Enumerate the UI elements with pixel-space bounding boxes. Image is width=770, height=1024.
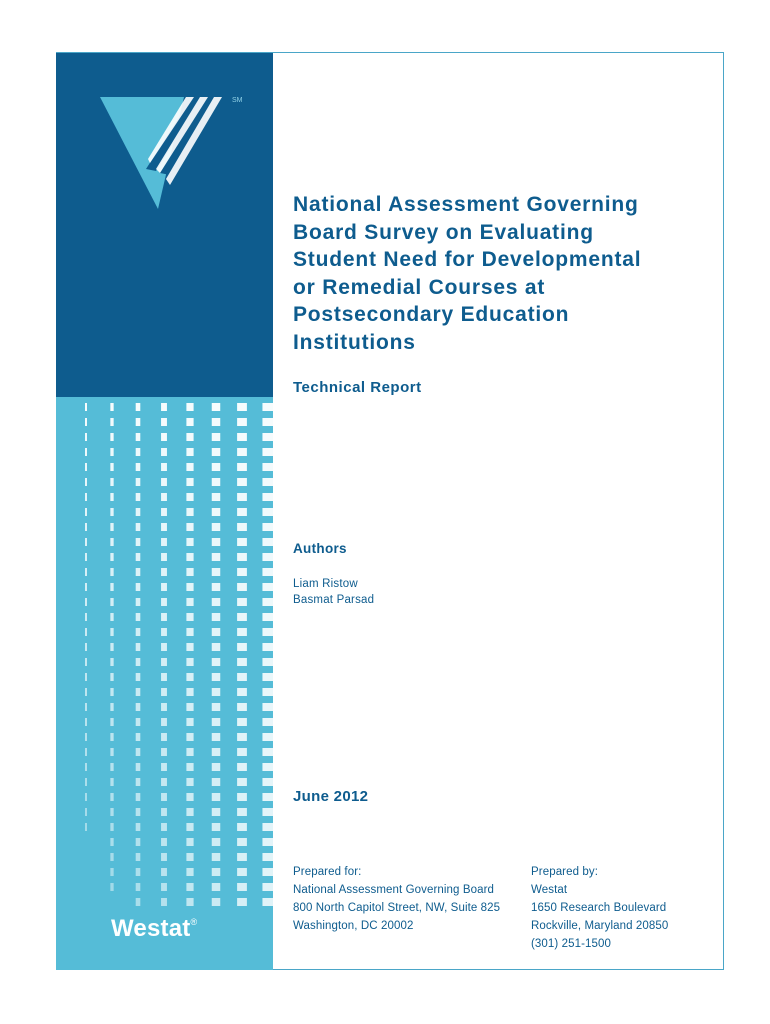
pattern-dot: [212, 793, 221, 801]
cover-side-panel-top: [56, 53, 273, 397]
pattern-dot: [237, 793, 247, 801]
pattern-dot: [237, 478, 247, 486]
pattern-dot: [85, 703, 87, 711]
pattern-dot: [110, 703, 113, 711]
pattern-dot: [85, 403, 87, 411]
pattern-dot: [212, 598, 221, 606]
pattern-dot: [161, 643, 167, 651]
pattern-dot: [186, 643, 193, 651]
pattern-dot: [186, 448, 193, 456]
pattern-dot: [85, 538, 87, 546]
pattern-dot: [136, 793, 141, 801]
pattern-dot: [212, 703, 221, 711]
pattern-dot: [85, 793, 87, 801]
pattern-dot: [237, 448, 247, 456]
pattern-dot: [262, 703, 273, 711]
pattern-dot: [186, 793, 193, 801]
pattern-dot: [110, 418, 113, 426]
pattern-dot: [237, 823, 247, 831]
pattern-dot: [110, 523, 113, 531]
pattern-dot: [110, 823, 113, 831]
pattern-dot: [212, 583, 221, 591]
report-title: [293, 191, 713, 356]
pattern-dot: [186, 898, 193, 906]
pattern-dot: [85, 418, 87, 426]
pattern-dot: [262, 778, 273, 786]
pattern-dot: [262, 733, 273, 741]
pattern-dot: [136, 748, 141, 756]
prepared-for-address-line: 800 North Capitol Street, NW, Suite 825: [293, 902, 501, 914]
pattern-dot: [186, 673, 193, 681]
pattern-dot: [237, 538, 247, 546]
pattern-dot: [136, 703, 141, 711]
pattern-dot: [212, 688, 221, 696]
pattern-dot: [110, 553, 113, 561]
pattern-dot: [212, 868, 221, 876]
pattern-dot: [161, 793, 167, 801]
pattern-dot: [186, 733, 193, 741]
pattern-dot: [161, 523, 167, 531]
pattern-dot: [136, 493, 141, 501]
pattern-dot: [186, 883, 193, 891]
pattern-dot: [186, 838, 193, 846]
pattern-dot: [262, 478, 273, 486]
pattern-dot: [136, 688, 141, 696]
pattern-dot: [136, 658, 141, 666]
pattern-dot: [110, 628, 113, 636]
pattern-dot: [136, 418, 141, 426]
pattern-dot: [110, 718, 113, 726]
pattern-dot: [110, 613, 113, 621]
pattern-dot: [110, 538, 113, 546]
pattern-dot: [212, 418, 221, 426]
pattern-dot: [161, 658, 167, 666]
pattern-dot: [136, 448, 141, 456]
pattern-dot: [186, 718, 193, 726]
pattern-dot: [85, 763, 87, 771]
pattern-dot: [85, 523, 87, 531]
pattern-dot: [262, 553, 273, 561]
pattern-dot: [237, 853, 247, 861]
pattern-dot: [212, 658, 221, 666]
pattern-dot: [262, 523, 273, 531]
pattern-dot: [186, 763, 193, 771]
pattern-dot: [262, 748, 273, 756]
pattern-dot: [212, 613, 221, 621]
pattern-dot: [186, 508, 193, 516]
pattern-dot: [262, 688, 273, 696]
pattern-dot: [237, 463, 247, 471]
pattern-dot: [161, 538, 167, 546]
pattern-dot: [161, 403, 167, 411]
pattern-dot: [136, 553, 141, 561]
pattern-dot: [136, 598, 141, 606]
pattern-dot: [161, 478, 167, 486]
pattern-dot: [110, 748, 113, 756]
pattern-dot: [237, 433, 247, 441]
prepared-by-address-line: 1650 Research Boulevard: [531, 902, 667, 914]
pattern-dot: [212, 718, 221, 726]
pattern-dot: [161, 733, 167, 741]
pattern-dot: [237, 778, 247, 786]
pattern-dot: [212, 748, 221, 756]
pattern-dot: [161, 448, 167, 456]
pattern-dot: [237, 718, 247, 726]
pattern-dot: [237, 688, 247, 696]
pattern-dot: [85, 628, 87, 636]
pattern-dot: [85, 433, 87, 441]
pattern-dot: [212, 448, 221, 456]
pattern-dot: [237, 748, 247, 756]
pattern-dot: [85, 673, 87, 681]
pattern-dot: [110, 583, 113, 591]
pattern-dot: [110, 478, 113, 486]
pattern-dot: [186, 478, 193, 486]
pattern-dot: [85, 748, 87, 756]
prepared-by-address-line: Rockville, Maryland 20850: [531, 920, 669, 932]
pattern-dot: [110, 733, 113, 741]
pattern-dot: [237, 883, 247, 891]
pattern-dot: [186, 493, 193, 501]
pattern-dot: [136, 523, 141, 531]
pattern-dot: [110, 763, 113, 771]
pattern-dot: [110, 883, 113, 891]
pattern-dot: [212, 493, 221, 501]
pattern-dot: [85, 508, 87, 516]
pattern-dot: [237, 613, 247, 621]
pattern-dot: [186, 433, 193, 441]
pattern-dot: [136, 808, 141, 816]
pattern-dot: [237, 553, 247, 561]
pattern-dot: [161, 508, 167, 516]
pattern-dot: [136, 868, 141, 876]
pattern-dot: [237, 583, 247, 591]
pattern-dot: [161, 628, 167, 636]
pattern-dot: [262, 898, 273, 906]
pattern-dot: [110, 793, 113, 801]
pattern-dot: [186, 823, 193, 831]
pattern-dot: [110, 853, 113, 861]
pattern-dot: [110, 568, 113, 576]
pattern-dot: [186, 598, 193, 606]
pattern-dot: [212, 733, 221, 741]
pattern-dot: [262, 853, 273, 861]
westat-logo-mark-icon: [98, 93, 238, 218]
pattern-dot: [237, 418, 247, 426]
pattern-dot: [85, 583, 87, 591]
pattern-dot: [262, 403, 273, 411]
pattern-dot: [262, 883, 273, 891]
pattern-dot: [85, 733, 87, 741]
pattern-dot: [237, 898, 247, 906]
pattern-dot: [262, 448, 273, 456]
pattern-dot: [161, 568, 167, 576]
pattern-dot: [161, 748, 167, 756]
pattern-dot: [110, 463, 113, 471]
author-name: Liam Ristow: [293, 578, 358, 590]
pattern-dot: [262, 808, 273, 816]
pattern-dot: [262, 823, 273, 831]
pattern-dot: [186, 568, 193, 576]
pattern-dot: [212, 853, 221, 861]
pattern-dot: [212, 403, 221, 411]
pattern-dot: [85, 613, 87, 621]
pattern-dot: [136, 673, 141, 681]
pattern-dot: [161, 463, 167, 471]
pattern-dot: [85, 688, 87, 696]
pattern-dot: [110, 598, 113, 606]
pattern-dot: [85, 718, 87, 726]
pattern-dot: [161, 868, 167, 876]
pattern-dot: [85, 568, 87, 576]
pattern-dot: [186, 553, 193, 561]
prepared-for-address-line: Washington, DC 20002: [293, 920, 414, 932]
pattern-dot: [262, 718, 273, 726]
pattern-dot: [161, 823, 167, 831]
pattern-dot: [136, 403, 141, 411]
title-line: Postsecondary Education: [293, 303, 570, 326]
pattern-dot: [212, 568, 221, 576]
pattern-dot: [85, 823, 87, 831]
westat-wordmark-logo: [111, 915, 197, 943]
pattern-dot: [161, 493, 167, 501]
pattern-dot: [110, 778, 113, 786]
pattern-dot: [186, 688, 193, 696]
pattern-dot: [136, 898, 141, 906]
pattern-dot: [237, 508, 247, 516]
pattern-dot: [237, 808, 247, 816]
title-line: Student Need for Developmental: [293, 248, 642, 271]
pattern-dot: [110, 868, 113, 876]
pattern-dot: [262, 613, 273, 621]
pattern-dot: [85, 493, 87, 501]
pattern-dot: [161, 883, 167, 891]
prepared-by-label: Prepared by:: [531, 866, 599, 878]
pattern-dot: [212, 478, 221, 486]
pattern-dot: [186, 703, 193, 711]
pattern-dot: [136, 613, 141, 621]
pattern-dot: [237, 493, 247, 501]
pattern-dot: [161, 703, 167, 711]
pattern-dot: [136, 568, 141, 576]
pattern-dot: [262, 433, 273, 441]
pattern-dot: [212, 508, 221, 516]
pattern-dot: [161, 553, 167, 561]
pattern-dot: [186, 808, 193, 816]
pattern-dot: [186, 778, 193, 786]
pattern-dot: [186, 418, 193, 426]
pattern-dot: [212, 763, 221, 771]
pattern-dot: [262, 643, 273, 651]
pattern-dot: [212, 523, 221, 531]
pattern-dot: [85, 553, 87, 561]
pattern-dot: [85, 658, 87, 666]
publication-date: June 2012: [293, 788, 369, 805]
pattern-dot: [237, 703, 247, 711]
pattern-dot: [212, 838, 221, 846]
pattern-dot: [212, 823, 221, 831]
pattern-dot: [161, 898, 167, 906]
pattern-dot: [186, 853, 193, 861]
pattern-dot: [110, 508, 113, 516]
pattern-dot: [110, 658, 113, 666]
pattern-dot: [212, 538, 221, 546]
pattern-dot: [110, 403, 113, 411]
prepared-by-block: [531, 863, 668, 953]
pattern-dot: [161, 718, 167, 726]
pattern-dot: [237, 838, 247, 846]
pattern-dot: [136, 433, 141, 441]
pattern-dot: [110, 448, 113, 456]
pattern-dot: [237, 643, 247, 651]
pattern-dot: [186, 403, 193, 411]
pattern-dot: [186, 628, 193, 636]
pattern-dot: [110, 433, 113, 441]
pattern-dot: [262, 673, 273, 681]
pattern-dot: [212, 433, 221, 441]
pattern-dot: [237, 673, 247, 681]
pattern-dot: [262, 583, 273, 591]
registered-mark: ®: [190, 917, 198, 927]
pattern-dot: [262, 838, 273, 846]
pattern-dot: [136, 733, 141, 741]
pattern-dot: [262, 538, 273, 546]
westat-wordmark-text: Westat: [111, 915, 191, 942]
pattern-dot: [186, 613, 193, 621]
pattern-dot: [110, 493, 113, 501]
pattern-dot: [237, 733, 247, 741]
dot-pattern-decoration: [56, 397, 273, 917]
pattern-dot: [262, 493, 273, 501]
pattern-dot: [161, 778, 167, 786]
pattern-dot: [262, 628, 273, 636]
pattern-dot: [85, 778, 87, 786]
pattern-dot: [161, 433, 167, 441]
title-line: National Assessment Governing: [293, 193, 639, 216]
pattern-dot: [110, 673, 113, 681]
pattern-dot: [186, 748, 193, 756]
pattern-dot: [212, 553, 221, 561]
prepared-for-label: Prepared for:: [293, 866, 362, 878]
pattern-dot: [237, 403, 247, 411]
pattern-dot: [110, 643, 113, 651]
pattern-dot: [136, 883, 141, 891]
pattern-dot: [161, 853, 167, 861]
pattern-dot: [212, 778, 221, 786]
pattern-dot: [186, 523, 193, 531]
pattern-dot: [237, 568, 247, 576]
pattern-dot: [85, 448, 87, 456]
pattern-dot: [212, 673, 221, 681]
pattern-dot: [136, 583, 141, 591]
pattern-dot: [186, 538, 193, 546]
pattern-dot: [136, 838, 141, 846]
prepared-for-block: [293, 863, 500, 935]
pattern-dot: [212, 883, 221, 891]
author-name: Basmat Parsad: [293, 594, 375, 606]
pattern-dot: [262, 868, 273, 876]
pattern-dot: [136, 823, 141, 831]
pattern-dot: [161, 838, 167, 846]
pattern-dot: [237, 598, 247, 606]
pattern-dot: [136, 763, 141, 771]
pattern-dot: [237, 523, 247, 531]
pattern-dot: [212, 643, 221, 651]
pattern-dot: [262, 568, 273, 576]
pattern-dot: [85, 808, 87, 816]
pattern-dot: [85, 643, 87, 651]
pattern-dot: [161, 808, 167, 816]
pattern-dot: [237, 868, 247, 876]
prepared-by-org: Westat: [531, 884, 568, 896]
pattern-dot: [237, 658, 247, 666]
pattern-dot: [262, 508, 273, 516]
pattern-dot: [161, 688, 167, 696]
pattern-dot: [186, 583, 193, 591]
authors-heading: Authors: [293, 541, 347, 556]
pattern-dot: [186, 658, 193, 666]
pattern-dot: [212, 463, 221, 471]
pattern-dot: [136, 478, 141, 486]
pattern-dot: [85, 478, 87, 486]
pattern-dot: [161, 673, 167, 681]
prepared-for-org: National Assessment Governing Board: [293, 884, 495, 896]
pattern-dot: [262, 793, 273, 801]
pattern-dot: [136, 718, 141, 726]
pattern-dot: [136, 463, 141, 471]
pattern-dot: [85, 463, 87, 471]
pattern-dot: [136, 628, 141, 636]
pattern-dot: [136, 643, 141, 651]
pattern-dot: [262, 463, 273, 471]
pattern-dot: [237, 628, 247, 636]
title-line: or Remedial Courses at: [293, 275, 546, 299]
pattern-dot: [136, 853, 141, 861]
pattern-dot: [262, 418, 273, 426]
prepared-by-phone: (301) 251-1500: [531, 938, 612, 950]
pattern-dot: [186, 463, 193, 471]
service-mark: SM: [232, 97, 243, 104]
pattern-dot: [262, 763, 273, 771]
pattern-dot: [262, 658, 273, 666]
pattern-dot: [212, 898, 221, 906]
pattern-dot: [85, 598, 87, 606]
pattern-dot: [237, 763, 247, 771]
pattern-dot: [212, 628, 221, 636]
pattern-dot: [136, 778, 141, 786]
pattern-dot: [136, 538, 141, 546]
pattern-dot: [161, 418, 167, 426]
report-subtitle: Technical Report: [293, 379, 422, 396]
pattern-dot: [161, 763, 167, 771]
pattern-dot: [186, 868, 193, 876]
pattern-dot: [136, 508, 141, 516]
pattern-dot: [212, 808, 221, 816]
pattern-dot: [262, 598, 273, 606]
title-line: Institutions: [293, 330, 416, 354]
pattern-dot: [110, 688, 113, 696]
pattern-dot: [110, 808, 113, 816]
pattern-dot: [110, 838, 113, 846]
title-line: Board Survey on Evaluating: [293, 220, 594, 244]
pattern-dot: [161, 598, 167, 606]
cover-side-panel: [56, 53, 273, 970]
pattern-dot: [161, 613, 167, 621]
pattern-dot: [161, 583, 167, 591]
